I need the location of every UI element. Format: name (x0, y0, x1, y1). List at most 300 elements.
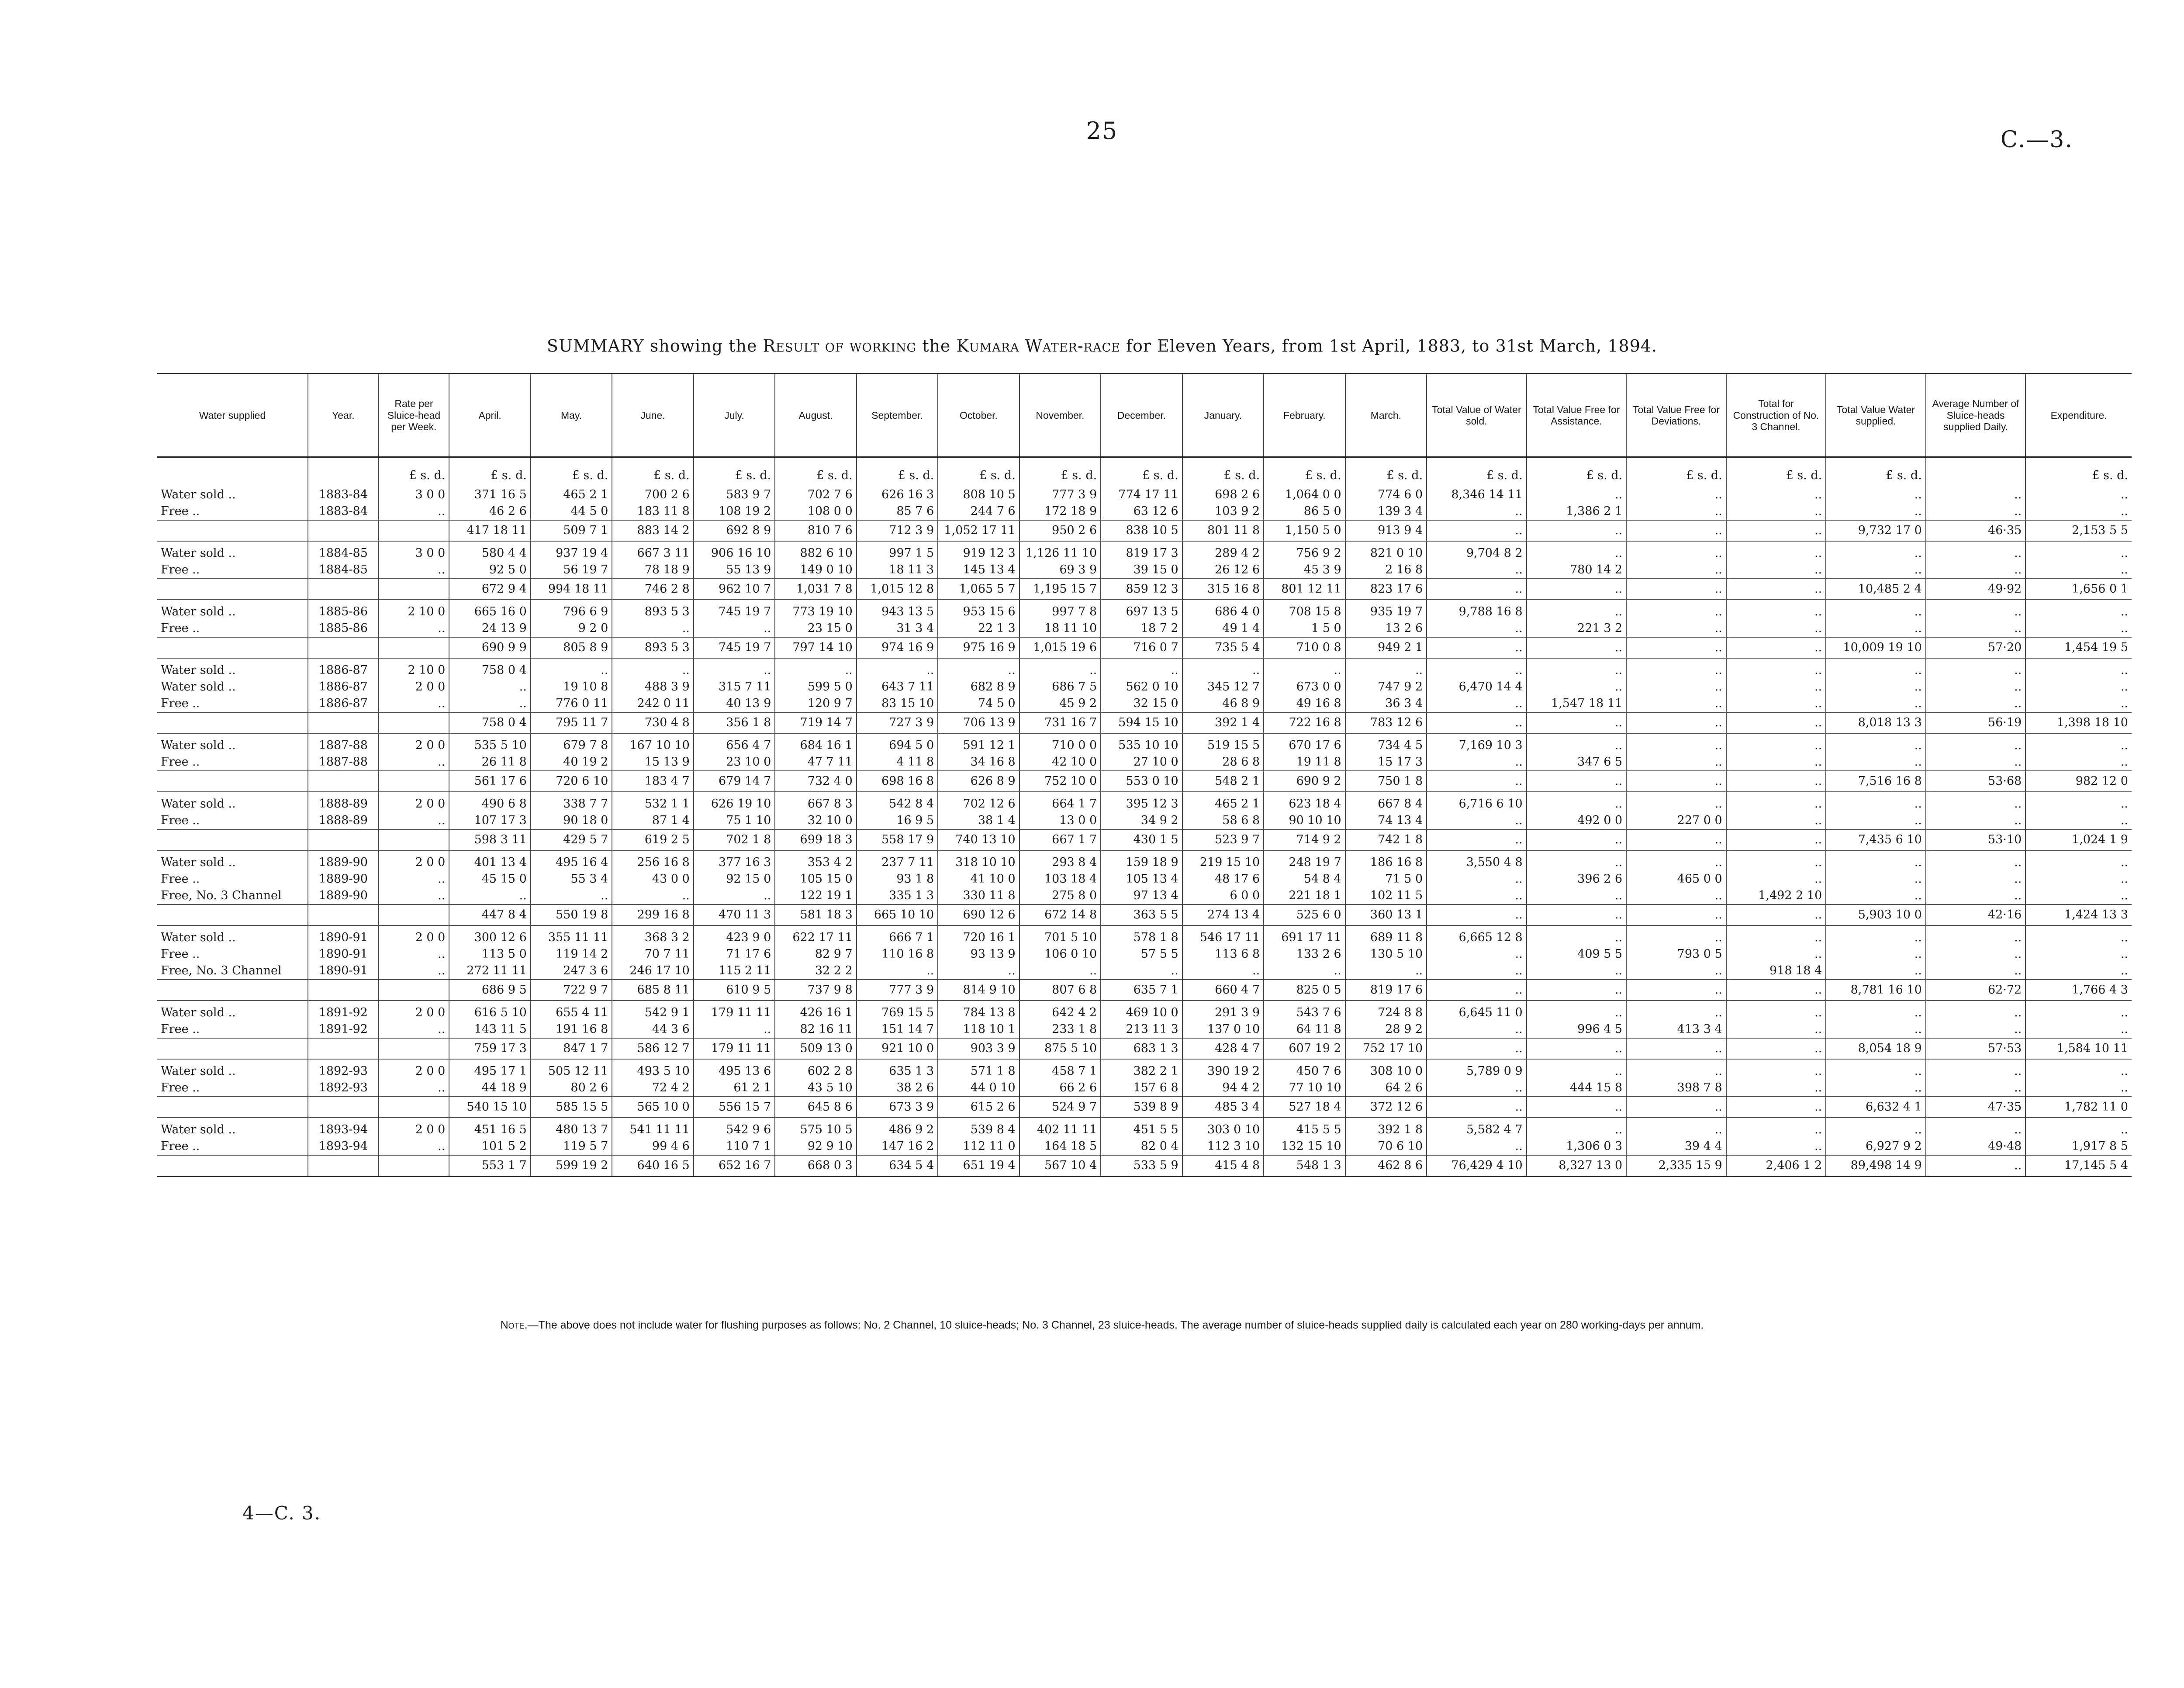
table-cell: 318 10 10 (938, 850, 1019, 871)
table-cell: .. (1427, 695, 1527, 712)
table-cell: 49·48 (1926, 1138, 2026, 1155)
table-cell: 997 1 5 (857, 541, 938, 562)
table-cell: 72 4 2 (612, 1080, 693, 1097)
table-cell: Free .. (161, 1022, 200, 1036)
table-cell: .. (1626, 771, 1726, 792)
table-cell: £ s. d. (1427, 457, 1527, 483)
table-cell: 47 7 11 (775, 754, 856, 771)
title-of-working: of working (819, 336, 923, 356)
table-cell: 553 1 7 (449, 1155, 530, 1177)
table-cell: .. (1926, 1021, 2026, 1038)
table-cell: .. (1826, 925, 1926, 946)
table-cell: Water sold .. (161, 605, 236, 618)
table-cell: £ s. d. (449, 457, 530, 483)
table-cell: 652 16 7 (694, 1155, 775, 1177)
table-cell: 371 16 5 (449, 483, 530, 503)
table-cell: 847 1 7 (531, 1038, 612, 1059)
table-cell: .. (1427, 980, 1527, 1001)
table-cell: 480 13 7 (531, 1118, 612, 1138)
table-cell: 53·68 (1926, 771, 2026, 792)
table-cell: 565 10 0 (612, 1097, 693, 1118)
table-cell: .. (1726, 1038, 1826, 1059)
table-cell: .. (1427, 871, 1527, 887)
table-cell: 619 2 5 (612, 829, 693, 850)
table-cell: 784 13 8 (938, 1001, 1019, 1021)
table-cell: .. (694, 887, 775, 904)
table-cell: Water sold .. (161, 663, 236, 677)
table-cell: 797 14 10 (775, 637, 856, 658)
table-cell: 74 5 0 (938, 695, 1019, 712)
table-cell: 137 0 10 (1182, 1021, 1264, 1038)
table-cell: 122 19 1 (775, 887, 856, 904)
table-cell: 6,645 11 0 (1427, 1001, 1527, 1021)
table-cell: 92 15 0 (694, 871, 775, 887)
table-cell: 591 12 1 (938, 733, 1019, 754)
table-cell: .. (1826, 887, 1926, 904)
table-cell: .. (1626, 925, 1726, 946)
table-cell: 699 18 3 (775, 829, 856, 850)
table-cell: 722 16 8 (1264, 712, 1345, 733)
table-cell: .. (1427, 1038, 1527, 1059)
table-cell: 796 6 9 (531, 600, 612, 620)
table-cell (308, 771, 379, 792)
table-cell: 690 9 9 (449, 637, 530, 658)
table-cell: 683 1 3 (1101, 1038, 1182, 1059)
table-cell: .. (531, 887, 612, 904)
table-cell: 233 1 8 (1019, 1021, 1101, 1038)
table-cell: 543 7 6 (1264, 1001, 1345, 1021)
table-cell: 810 7 6 (775, 520, 856, 541)
table-cell: .. (1626, 1097, 1726, 1118)
table-cell: 219 15 10 (1182, 850, 1264, 871)
table-cell: 567 10 4 (1019, 1155, 1101, 1177)
table-cell: .. (1826, 1021, 1926, 1038)
table-cell: .. (1264, 963, 1345, 980)
table-cell: 22 1 3 (938, 620, 1019, 637)
table-cell: 87 1 4 (612, 812, 693, 829)
table-cell: 645 8 6 (775, 1097, 856, 1118)
table-cell: 777 3 9 (857, 980, 938, 1001)
table-cell: 542 8 4 (857, 792, 938, 812)
table-cell: 720 6 10 (531, 771, 612, 792)
table-cell: £ s. d. (1264, 457, 1345, 483)
table-cell: 776 0 11 (531, 695, 612, 712)
table-cell: 44 3 6 (612, 1021, 693, 1038)
table-cell: .. (2025, 1001, 2132, 1021)
table-cell: 106 0 10 (1019, 946, 1101, 963)
table-cell: 377 16 3 (694, 850, 775, 871)
table-cell: 488 3 9 (612, 679, 693, 695)
table-cell (157, 520, 308, 541)
table-cell: 8,054 18 9 (1826, 1038, 1926, 1059)
table-cell: 94 4 2 (1182, 1080, 1264, 1097)
table-cell: .. (1826, 483, 1926, 503)
table-cell: 179 11 11 (694, 1038, 775, 1059)
table-cell: 807 6 8 (1019, 980, 1101, 1001)
table-cell: .. (2025, 1059, 2132, 1080)
table-cell: 2 16 8 (1345, 562, 1427, 579)
table-cell: 1,126 11 10 (1019, 541, 1101, 562)
table-cell: .. (1527, 483, 1627, 503)
table-cell (308, 712, 379, 733)
table-cell: Free .. (161, 621, 200, 635)
table-cell: .. (1626, 658, 1726, 679)
table-cell: .. (1926, 946, 2026, 963)
table-cell: 213 11 3 (1101, 1021, 1182, 1038)
table-cell: 780 14 2 (1527, 562, 1627, 579)
table-cell: 774 6 0 (1345, 483, 1427, 503)
table-cell: 783 12 6 (1345, 712, 1427, 733)
table-cell: £ s. d. (1626, 457, 1726, 483)
table-cell (308, 520, 379, 541)
table-cell: 730 4 8 (612, 712, 693, 733)
table-cell: 470 11 3 (694, 904, 775, 925)
table-cell: 1890-91 (308, 925, 379, 946)
table-cell: £ s. d. (857, 457, 938, 483)
table-cell: 747 9 2 (1345, 679, 1427, 695)
table-cell: 1,547 18 11 (1527, 695, 1627, 712)
table-cell: .. (1527, 600, 1627, 620)
table-cell: .. (1826, 754, 1926, 771)
table-cell (379, 1097, 449, 1118)
table-cell: 5,789 0 9 (1427, 1059, 1527, 1080)
table-cell: 93 13 9 (938, 946, 1019, 963)
table-cell: 237 7 11 (857, 850, 938, 871)
table-cell: 143 11 5 (449, 1021, 530, 1038)
table-cell: .. (1726, 520, 1826, 541)
table-cell: 3,550 4 8 (1427, 850, 1527, 871)
table-cell: 56 19 7 (531, 562, 612, 579)
table-cell: .. (1427, 562, 1527, 579)
table-cell: .. (1626, 792, 1726, 812)
table-cell: .. (1826, 562, 1926, 579)
table-cell: 594 15 10 (1101, 712, 1182, 733)
table-cell: .. (379, 620, 449, 637)
table-cell: 1888-89 (308, 812, 379, 829)
table-cell: 32 15 0 (1101, 695, 1182, 712)
table-cell: 390 19 2 (1182, 1059, 1264, 1080)
table-cell: 1,064 0 0 (1264, 483, 1345, 503)
table-cell: 1886-87 (308, 658, 379, 679)
table-cell (157, 980, 308, 1001)
column-header: December. (1101, 374, 1182, 457)
table-cell: 919 12 3 (938, 541, 1019, 562)
table-cell: .. (1527, 1059, 1627, 1080)
units-row (157, 457, 2132, 483)
table-cell: 546 17 11 (1182, 925, 1264, 946)
table-cell: 2,406 1 2 (1726, 1155, 1826, 1177)
table-cell: 49 16 8 (1264, 695, 1345, 712)
table-cell (1926, 457, 2026, 483)
table-cell: 586 12 7 (612, 1038, 693, 1059)
table-cell: 685 8 11 (612, 980, 693, 1001)
table-cell: 2 0 0 (379, 1001, 449, 1021)
table-cell: 535 5 10 (449, 733, 530, 754)
table-cell: 539 8 4 (938, 1118, 1019, 1138)
table-cell: .. (379, 812, 449, 829)
table-cell: 64 11 8 (1264, 1021, 1345, 1038)
table-cell: 893 5 3 (612, 637, 693, 658)
table-cell: 599 19 2 (531, 1155, 612, 1177)
table-cell: 664 1 7 (1019, 792, 1101, 812)
table-cell: 2,153 5 5 (2025, 520, 2132, 541)
column-header: Total Value Free for Assistance. (1527, 374, 1627, 457)
table-cell: 409 5 5 (1527, 946, 1627, 963)
table-cell: 758 0 4 (449, 658, 530, 679)
table-cell: 750 1 8 (1345, 771, 1427, 792)
table-cell: .. (1527, 712, 1627, 733)
table-cell: 875 5 10 (1019, 1038, 1101, 1059)
table-cell: 415 5 5 (1264, 1118, 1345, 1138)
table-cell: Free .. (161, 755, 200, 769)
table-cell: 1890-91 (308, 946, 379, 963)
table-cell: Water sold .. (161, 1064, 236, 1078)
table-cell: 732 4 0 (775, 771, 856, 792)
table-cell: .. (1182, 658, 1264, 679)
table-cell: 86 5 0 (1264, 503, 1345, 520)
table-cell: .. (1826, 503, 1926, 520)
table-cell: 1892-93 (308, 1059, 379, 1080)
table-cell: 2 0 0 (379, 792, 449, 812)
table-cell: .. (1527, 541, 1627, 562)
table-cell: .. (1726, 733, 1826, 754)
table-cell: .. (1527, 771, 1627, 792)
table-cell: 133 2 6 (1264, 946, 1345, 963)
table-cell: £ s. d. (775, 457, 856, 483)
table-cell: .. (379, 1138, 449, 1155)
table-cell: .. (2025, 620, 2132, 637)
table-cell: .. (1427, 754, 1527, 771)
table-row (157, 679, 2132, 695)
footer-reference: 4—C. 3. (242, 1502, 321, 1524)
table-cell: 735 5 4 (1182, 637, 1264, 658)
column-header: Total Value Free for Deviations. (1626, 374, 1726, 457)
table-cell: Water sold .. (161, 546, 236, 560)
table-cell: 300 12 6 (449, 925, 530, 946)
table-cell: 561 17 6 (449, 771, 530, 792)
table-cell: 244 7 6 (938, 503, 1019, 520)
table-cell: .. (1926, 733, 2026, 754)
table-cell: 694 5 0 (857, 733, 938, 754)
table-cell: 795 11 7 (531, 712, 612, 733)
table-cell: 903 3 9 (938, 1038, 1019, 1059)
column-header: March. (1345, 374, 1427, 457)
table-cell: 667 1 7 (1019, 829, 1101, 850)
table-row (157, 541, 2132, 562)
table-cell: 34 9 2 (1101, 812, 1182, 829)
table-cell: .. (1527, 658, 1627, 679)
table-cell: Free .. (161, 504, 200, 518)
table-cell: 44 0 10 (938, 1080, 1019, 1097)
table-cell: .. (2025, 695, 2132, 712)
table-cell: .. (1826, 1080, 1926, 1097)
table-cell: 415 4 8 (1182, 1155, 1264, 1177)
table-cell: .. (379, 1080, 449, 1097)
column-header: February. (1264, 374, 1345, 457)
table-cell: 54 8 4 (1264, 871, 1345, 887)
table-cell: 92 9 10 (775, 1138, 856, 1155)
table-cell: 24 13 9 (449, 620, 530, 637)
table-cell: 113 6 8 (1182, 946, 1264, 963)
table-cell: 120 9 7 (775, 695, 856, 712)
table-cell: 982 12 0 (2025, 771, 2132, 792)
column-header: April. (449, 374, 530, 457)
table-cell: 1893-94 (308, 1138, 379, 1155)
table-cell: 656 4 7 (694, 733, 775, 754)
table-cell: .. (2025, 1118, 2132, 1138)
table-cell: 4 11 8 (857, 754, 938, 771)
table-cell: 392 1 8 (1345, 1118, 1427, 1138)
table-cell: 34 16 8 (938, 754, 1019, 771)
table-cell: 950 2 6 (1019, 520, 1101, 541)
table-cell: 509 13 0 (775, 1038, 856, 1059)
table-cell: 172 18 9 (1019, 503, 1101, 520)
table-cell: 8,781 16 10 (1826, 980, 1926, 1001)
table-cell: .. (1345, 658, 1427, 679)
table-cell: 451 5 5 (1101, 1118, 1182, 1138)
table-cell: .. (1826, 946, 1926, 963)
total-row (157, 980, 2132, 1001)
column-header: November. (1019, 374, 1101, 457)
table-cell: 883 14 2 (612, 520, 693, 541)
table-cell: £ s. d. (1182, 457, 1264, 483)
table-cell: .. (1726, 1097, 1826, 1118)
table-cell: 493 5 10 (612, 1059, 693, 1080)
table-cell: 368 3 2 (612, 925, 693, 946)
table-cell: 105 13 4 (1101, 871, 1182, 887)
table-cell: 2 10 0 (379, 600, 449, 620)
table-cell: Free .. (161, 563, 200, 576)
table-cell: 103 9 2 (1182, 503, 1264, 520)
table-cell: Water sold .. (161, 931, 236, 944)
table-cell: .. (1726, 637, 1826, 658)
table-cell: 274 13 4 (1182, 904, 1264, 925)
table-cell: 303 0 10 (1182, 1118, 1264, 1138)
table-cell: 71 17 6 (694, 946, 775, 963)
document-reference: C.—3. (2000, 127, 2073, 153)
table-cell: 720 16 1 (938, 925, 1019, 946)
table-cell: .. (1926, 850, 2026, 871)
table-cell: £ s. d. (379, 457, 449, 483)
total-row (157, 771, 2132, 792)
table-cell: 670 17 6 (1264, 733, 1345, 754)
table-cell: .. (1427, 1021, 1527, 1038)
table-cell (379, 637, 449, 658)
table-cell: .. (1926, 871, 2026, 887)
table-cell: 1 5 0 (1264, 620, 1345, 637)
table-cell: 101 5 2 (449, 1138, 530, 1155)
table-cell: .. (449, 887, 530, 904)
table-cell: .. (2025, 1080, 2132, 1097)
table-cell: 31 3 4 (857, 620, 938, 637)
table-cell: .. (1726, 812, 1826, 829)
table-cell: 112 11 0 (938, 1138, 1019, 1155)
table-cell: 997 7 8 (1019, 600, 1101, 620)
table-cell: .. (1826, 620, 1926, 637)
table-cell: 643 7 11 (857, 679, 938, 695)
table-cell: 814 9 10 (938, 980, 1019, 1001)
table-cell: 642 4 2 (1019, 1001, 1101, 1021)
table-cell: 85 7 6 (857, 503, 938, 520)
table-cell (157, 1038, 308, 1059)
table-cell: 315 7 11 (694, 679, 775, 695)
table-cell: .. (2025, 871, 2132, 887)
table-cell: .. (1726, 925, 1826, 946)
table-cell: 906 16 10 (694, 541, 775, 562)
table-cell: 6,716 6 10 (1427, 792, 1527, 812)
table-cell: .. (1019, 963, 1101, 980)
table-cell: .. (1626, 579, 1726, 600)
table-cell (157, 712, 308, 733)
table-cell: .. (1182, 963, 1264, 980)
table-cell: .. (1527, 887, 1627, 904)
table-cell: .. (1527, 1038, 1627, 1059)
table-cell: .. (1527, 637, 1627, 658)
table-cell: 462 8 6 (1345, 1155, 1427, 1177)
total-row (157, 904, 2132, 925)
table-cell: 42·16 (1926, 904, 2026, 925)
table-cell: 672 9 4 (449, 579, 530, 600)
table-cell: 44 18 9 (449, 1080, 530, 1097)
table-row (157, 483, 2132, 503)
table-cell: 119 14 2 (531, 946, 612, 963)
table-cell: Free .. (161, 1139, 200, 1153)
table-cell: 40 13 9 (694, 695, 775, 712)
table-cell: .. (1626, 637, 1726, 658)
table-cell: 46·35 (1926, 520, 2026, 541)
table-cell: 2 0 0 (379, 733, 449, 754)
table-cell: 541 11 11 (612, 1118, 693, 1138)
table-cell: 26 12 6 (1182, 562, 1264, 579)
summary-table (157, 373, 2132, 1177)
column-header: Rate per Sluice-head per Week. (379, 374, 449, 457)
table-cell: Water sold .. (161, 680, 236, 694)
table-cell: 115 2 11 (694, 963, 775, 980)
table-cell: 1,398 18 10 (2025, 712, 2132, 733)
table-cell (157, 1155, 308, 1177)
table-cell: 23 15 0 (775, 620, 856, 637)
table-cell: .. (1527, 925, 1627, 946)
table-cell: 740 13 10 (938, 829, 1019, 850)
table-cell: 667 8 3 (775, 792, 856, 812)
table-cell: 539 8 9 (1101, 1097, 1182, 1118)
table-cell: .. (1527, 1001, 1627, 1021)
table-cell (308, 457, 379, 483)
column-header: Expenditure. (2025, 374, 2132, 457)
table-row (157, 946, 2132, 963)
table-cell: .. (1626, 503, 1726, 520)
table-cell (157, 579, 308, 600)
table-cell: 66 2 6 (1019, 1080, 1101, 1097)
table-cell: .. (379, 695, 449, 712)
table-cell: .. (379, 963, 449, 980)
table-cell: .. (1626, 904, 1726, 925)
table-cell: 623 18 4 (1264, 792, 1345, 812)
table-cell: 727 3 9 (857, 712, 938, 733)
table-cell: .. (1527, 579, 1627, 600)
table-cell: .. (1726, 754, 1826, 771)
table-cell: .. (1626, 963, 1726, 980)
table-cell: .. (1427, 904, 1527, 925)
table-cell: 774 17 11 (1101, 483, 1182, 503)
table-row (157, 1059, 2132, 1080)
table-cell: .. (1726, 541, 1826, 562)
table-cell: 626 8 9 (938, 771, 1019, 792)
table-cell (157, 771, 308, 792)
table-cell: 110 7 1 (694, 1138, 775, 1155)
table-cell: 918 18 4 (1726, 963, 1826, 980)
table-cell: 44 5 0 (531, 503, 612, 520)
